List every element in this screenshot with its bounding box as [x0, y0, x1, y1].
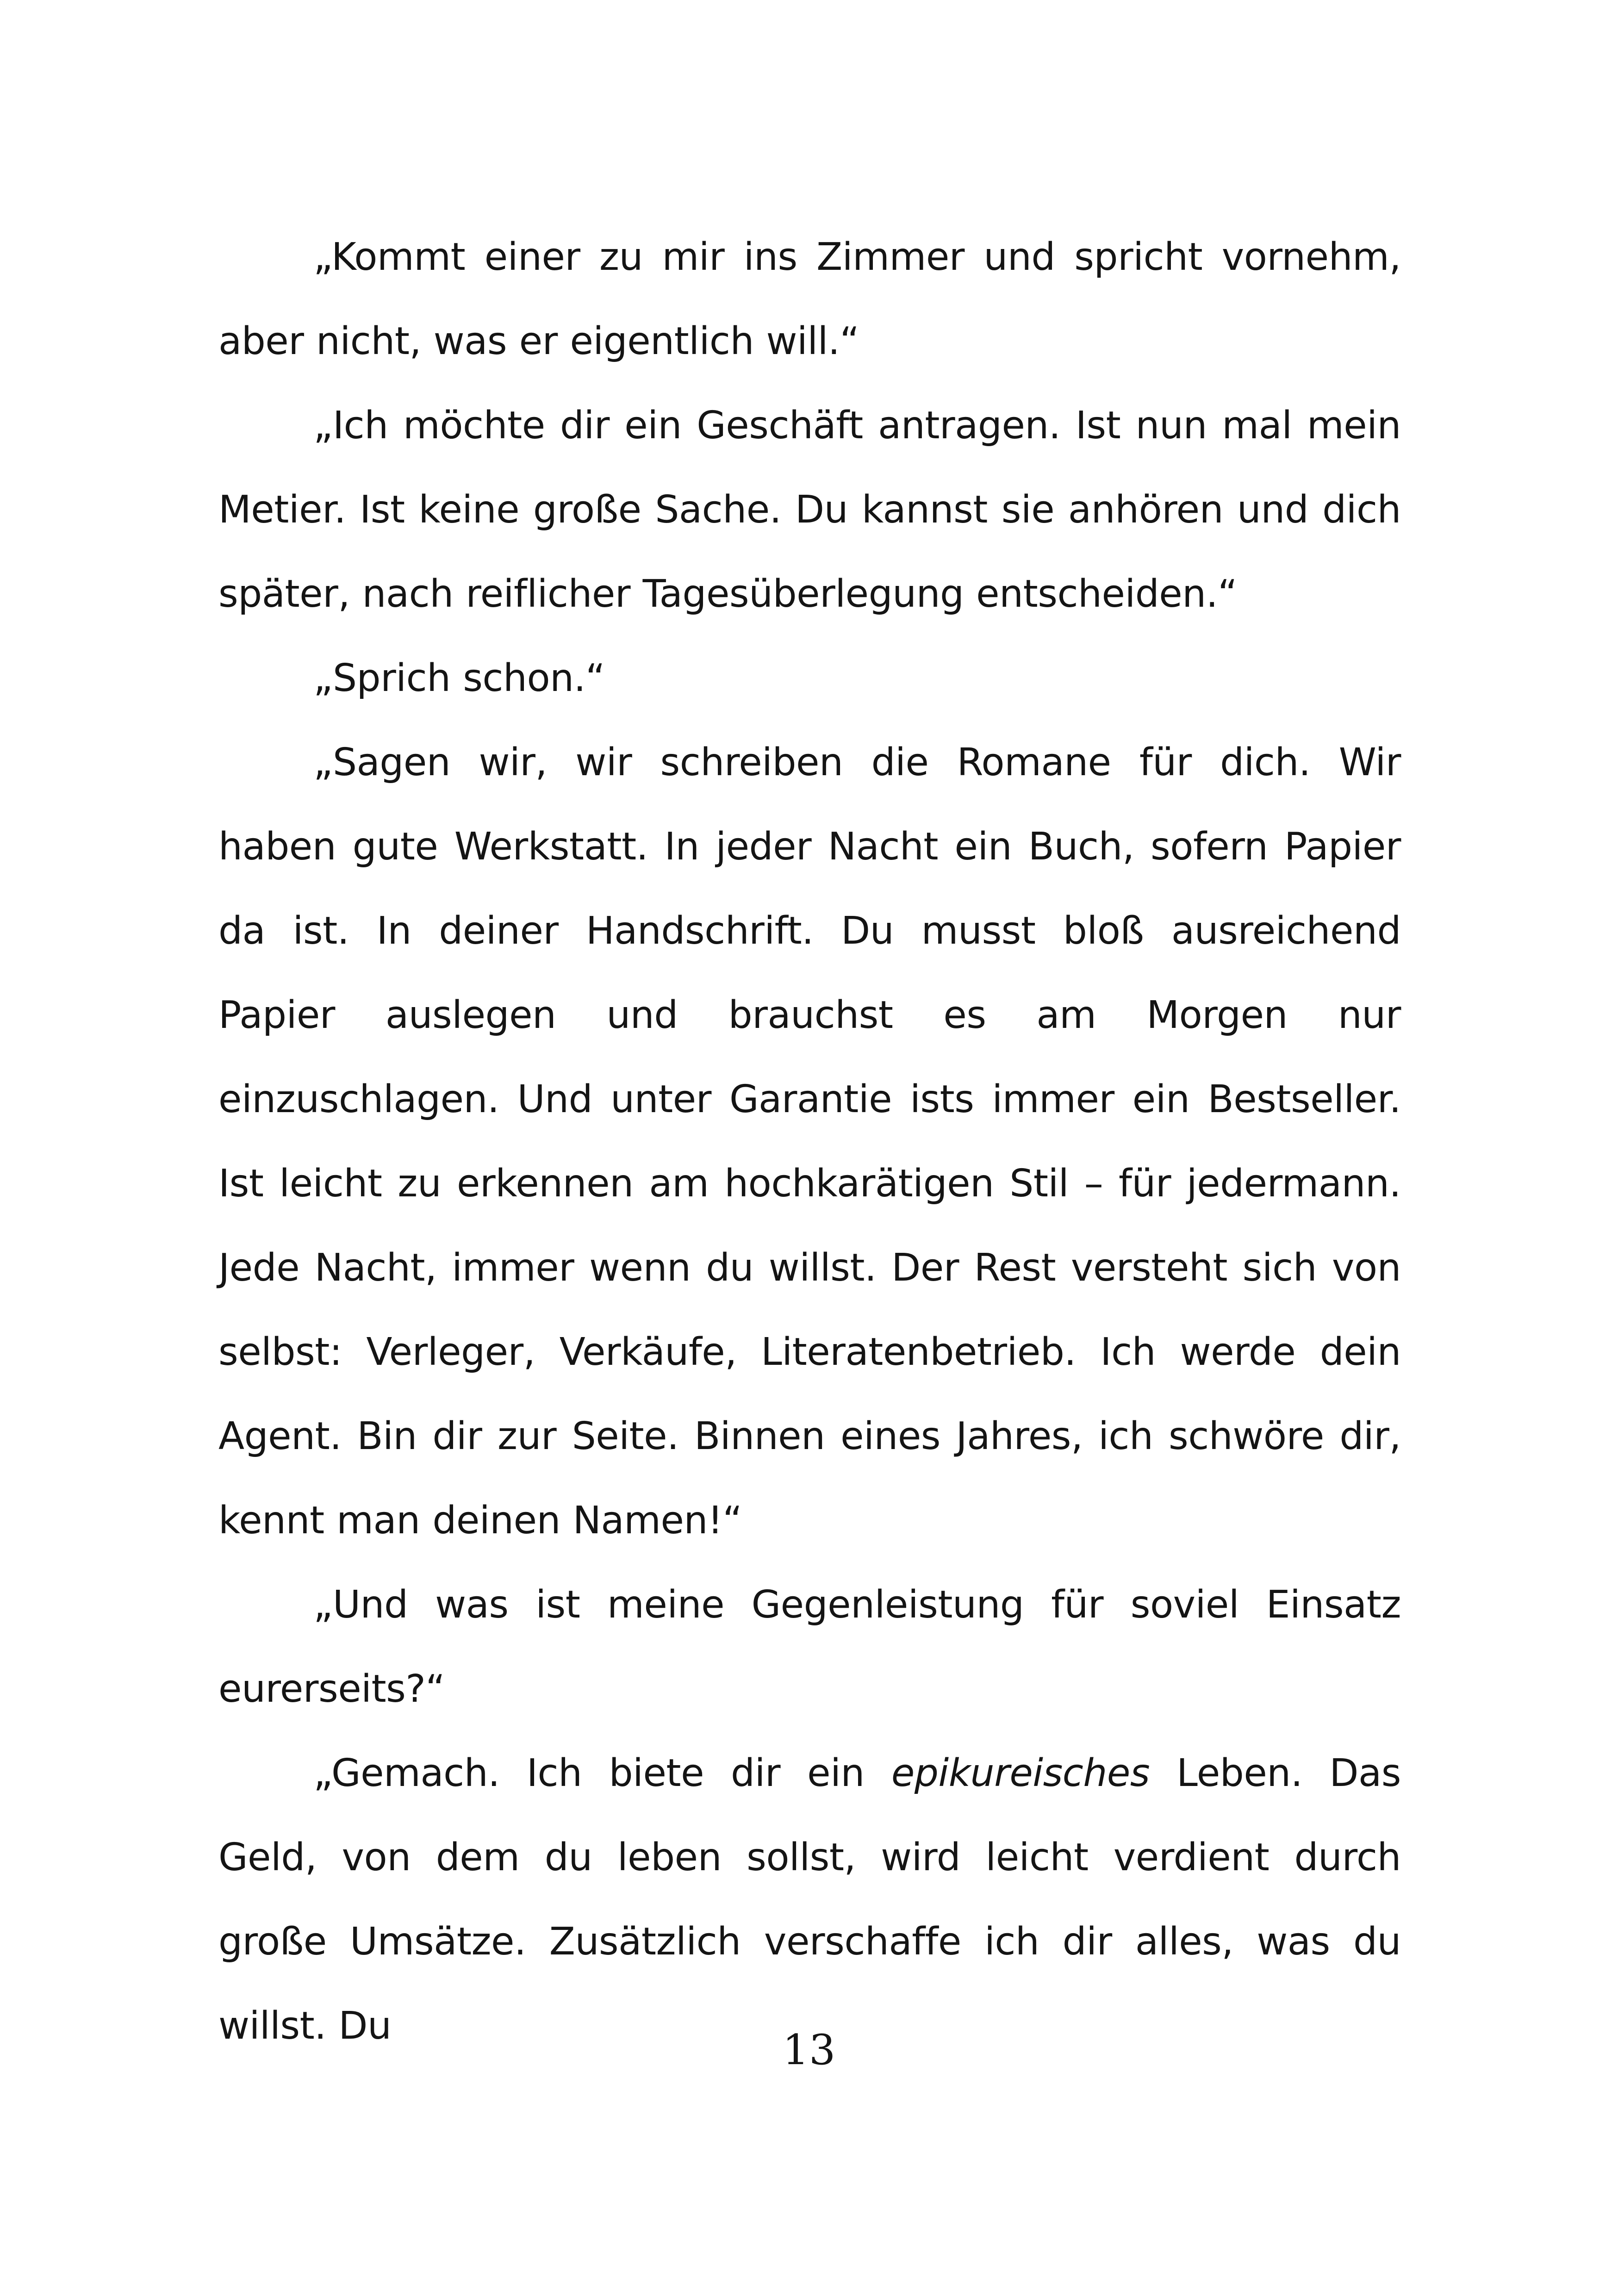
paragraph — [218, 636, 1401, 721]
body-text — [218, 215, 1401, 2068]
text-run: Leben. Das Geld, von dem du leben sollst, wird leicht verdient durch große Umsätze. Zusätzlich verschaffe ich dir alles, was du willst. Du — [218, 1751, 1401, 2048]
emphasized-text: epikureisches — [891, 1751, 1150, 1795]
text-run: „Sagen wir, wir schreiben die Romane für dich. Wir haben gute Werkstatt. In jeder Nacht ein Buch, sofern Papier da ist. In deiner Handschrift. Du musst bloß ausreichend Papier auslegen und brauchst es am Morgen nur einzuschlagen. Und unter Garantie ists immer ein Bestseller. Ist leicht zu erkennen am hochkarätigen Stil – für jedermann. Jede Nacht, immer wenn du willst. Der Rest versteht sich von selbst: Verleger, Verkäufe, Literatenbetrieb. Ich werde dein Agent. Bin dir zur Seite. Binnen eines Jahres, ich schwöre dir, kennt man deinen Namen!“ — [218, 740, 1401, 1543]
text-run: „Gemach. Ich biete dir ein — [313, 1751, 891, 1795]
paragraph — [218, 384, 1401, 636]
paragraph — [218, 1563, 1401, 1731]
text-run: „Sprich schon.“ — [313, 656, 605, 700]
text-run: „Ich möchte dir ein Geschäft antragen. Ist nun mal mein Metier. Ist keine große Sache. Du kannst sie anhören und dich später, nach reiflicher Tagesüberlegung entscheiden.“ — [218, 404, 1401, 616]
paragraph — [218, 1731, 1401, 2068]
text-run: „Kommt einer zu mir ins Zimmer und spricht vornehm, aber nicht, was er eigentlich will.“ — [218, 235, 1401, 363]
page-number: 13 — [782, 2026, 836, 2074]
text-run: „Und was ist meine Gegenleistung für soviel Einsatz eurerseits?“ — [218, 1583, 1401, 1711]
paragraph — [218, 721, 1401, 1563]
paragraph — [218, 215, 1401, 384]
